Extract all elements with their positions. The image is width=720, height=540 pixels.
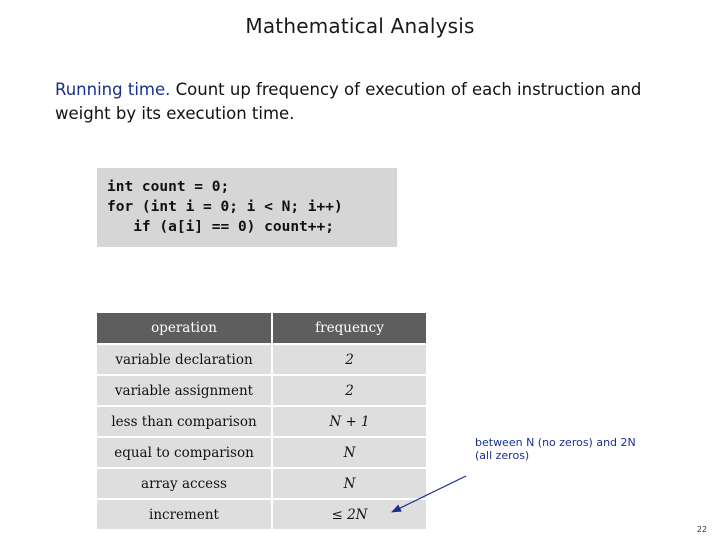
operation-cell: variable assignment: [97, 375, 272, 406]
annotation-note: between N (no zeros) and 2N (all zeros): [475, 436, 636, 462]
header-operation: operation: [97, 313, 272, 344]
slide-title: Mathematical Analysis: [245, 14, 475, 38]
frequency-cell: 2: [272, 344, 426, 375]
header-frequency: frequency: [272, 313, 426, 344]
frequency-cell: ≤ 2N: [272, 499, 426, 530]
operation-cell: equal to comparison: [97, 437, 272, 468]
operation-cell: array access: [97, 468, 272, 499]
intro-term: Running time.: [55, 80, 171, 99]
code-block: int count = 0; for (int i = 0; i < N; i++) if (a[i] == 0) count++;: [97, 168, 397, 247]
frequency-cell: N + 1: [272, 406, 426, 437]
frequency-cell: 2: [272, 375, 426, 406]
frequency-cell: N: [272, 468, 426, 499]
arrow-line: [392, 476, 466, 512]
frequency-cell: N: [272, 437, 426, 468]
operation-cell: less than comparison: [97, 406, 272, 437]
operation-cell: variable declaration: [97, 344, 272, 375]
intro-text: Count up frequency of execution of each instruction and weight by its execution time.: [55, 80, 642, 123]
page-number: 22: [696, 525, 707, 534]
operation-cell: increment: [97, 499, 272, 530]
